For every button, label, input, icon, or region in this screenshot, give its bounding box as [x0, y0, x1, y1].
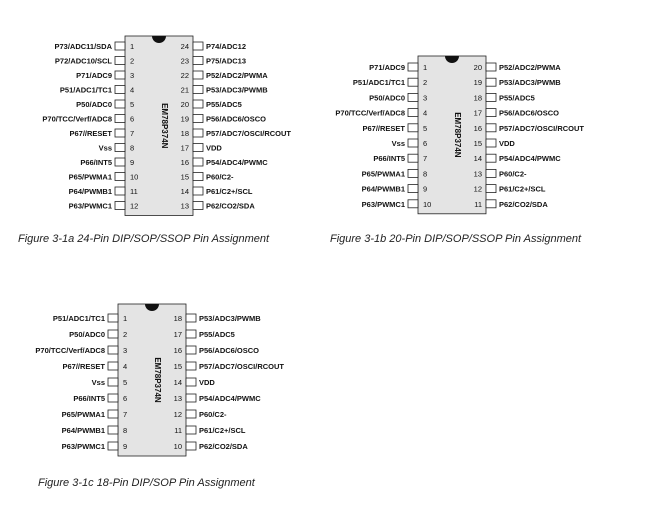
figure-caption: Figure 3-1b 20-Pin DIP/SOP/SSOP Pin Assignment [330, 233, 582, 245]
pin-pad-right [193, 173, 203, 181]
pin-pad-right [193, 129, 203, 137]
pin-number: 17 [180, 143, 189, 153]
pin-pad-left [408, 200, 418, 208]
pin-pad-right [486, 139, 496, 147]
pin-pad-right [193, 42, 203, 50]
pin-pad-right [486, 154, 496, 162]
pin-label: P70/TCC/Verf/ADC8 [335, 108, 405, 118]
pin-number: 23 [180, 56, 189, 66]
pin-label: P55/ADC5 [206, 100, 242, 109]
pin-pad-left [408, 154, 418, 162]
pin-label: P60/C2- [499, 169, 527, 179]
pin-pad-left [115, 86, 125, 94]
pin-pad-left [115, 144, 125, 152]
pin-label: P65/PWMA1 [61, 410, 105, 419]
pin-number: 16 [473, 123, 482, 133]
pin-pad-right [486, 169, 496, 177]
pin-pad-left [408, 93, 418, 101]
pin-label: P53/ADC3/PWMB [499, 78, 561, 88]
pin-label: P70/TCC/Verf/ADC8 [42, 114, 112, 124]
pin-label: P64/PWMB1 [68, 187, 112, 196]
pin-label: P67//RESET [62, 362, 105, 371]
pin-label: P60/C2- [206, 172, 234, 182]
pin-label: P71/ADC9 [369, 63, 405, 72]
pin-pad-right [186, 314, 196, 322]
pin-pad-right [193, 187, 203, 195]
pin-number: 11 [130, 187, 138, 196]
pin-number: 11 [474, 199, 482, 209]
pin-number: 16 [173, 346, 182, 355]
pin-label: P55/ADC5 [199, 330, 235, 339]
pin-label: P56/ADC6/OSCO [499, 108, 560, 118]
figure-caption: Figure 3-1c 18-Pin DIP/SOP Pin Assignment [38, 477, 255, 489]
pin-label: P67//RESET [362, 123, 405, 133]
pin-label: P64/PWMB1 [361, 184, 405, 194]
pin-label: P61/C2+/SCL [499, 184, 546, 194]
pin-label: P71/ADC9 [76, 71, 112, 80]
pin-pad-right [186, 394, 196, 402]
pin-pad-right [186, 426, 196, 434]
pin-pad-right [486, 185, 496, 193]
pin-number: 16 [180, 158, 189, 167]
pin-number: 20 [180, 100, 189, 109]
pin-number: 2 [130, 56, 135, 66]
pin-label: P54/ADC4/PWMC [499, 154, 561, 164]
pin-pad-right [186, 346, 196, 354]
pin-label: P56/ADC6/OSCO [206, 114, 267, 124]
pin-pad-right [486, 78, 496, 86]
pin-number: 13 [173, 394, 182, 403]
pin-label: P52/ADC2/PWMA [206, 71, 268, 80]
pin-number: 6 [423, 139, 428, 148]
pin-pad-right [486, 93, 496, 101]
pin-pad-left [115, 42, 125, 50]
pin-number: 9 [130, 158, 135, 167]
pin-number: 9 [423, 184, 428, 194]
pin-number: 1 [123, 314, 128, 323]
pin-pad-left [115, 202, 125, 210]
pin-pad-right [486, 109, 496, 117]
chip-label: EM78P374N [453, 112, 462, 158]
pin-pad-left [408, 78, 418, 86]
pin-label: VDD [499, 139, 515, 148]
pin-number: 5 [123, 378, 128, 387]
pin-pad-left [115, 100, 125, 108]
pin-number: 3 [130, 71, 135, 80]
pin-pad-left [408, 63, 418, 71]
pin-label: P62/CO2/SDA [499, 199, 548, 209]
pin-number: 18 [173, 314, 182, 323]
pin-number: 22 [180, 71, 189, 80]
pin-number: 20 [473, 63, 482, 72]
pin-number: 1 [130, 42, 135, 51]
chip-label: EM78P374N [160, 103, 169, 149]
pin-number: 6 [123, 394, 128, 403]
pin-number: 12 [473, 184, 482, 194]
pin-label: P51/ADC1/TC1 [352, 78, 405, 88]
pin-label: P57/ADC7/OSCI/RCOUT [206, 129, 292, 138]
pin-pad-left [115, 57, 125, 65]
pin-number: 19 [180, 114, 189, 124]
pin-label: P65/PWMA1 [361, 169, 405, 179]
figure-caption: Figure 3-1a 24-Pin DIP/SOP/SSOP Pin Assignment [18, 233, 270, 245]
pin-label: P63/PWMC1 [361, 199, 405, 209]
pin-number: 14 [180, 187, 189, 196]
pin-label: Vss [391, 139, 405, 148]
pin-number: 17 [473, 108, 482, 118]
pin-label: P66/INT5 [73, 394, 105, 403]
pin-number: 5 [423, 123, 428, 133]
pin-label: P56/ADC6/OSCO [199, 346, 260, 355]
pin-label: P63/PWMC1 [61, 442, 105, 451]
pin-number: 7 [123, 410, 128, 419]
pin-label: P55/ADC5 [499, 93, 535, 103]
pin-label: P62/CO2/SDA [199, 442, 248, 451]
pin-label: P51/ADC1/TC1 [59, 85, 112, 95]
pin-number: 19 [473, 78, 482, 88]
pin-pad-left [408, 169, 418, 177]
pin-pad-left [408, 124, 418, 132]
pin-diagram-18pin [35, 304, 284, 489]
pin-label: P53/ADC3/PWMB [199, 314, 261, 323]
pin-label: P51/ADC1/TC1 [52, 314, 105, 323]
pin-number: 9 [123, 442, 128, 451]
pin-pad-left [108, 362, 118, 370]
pin-number: 3 [423, 93, 428, 103]
pin-label: P57/ADC7/OSCI/RCOUT [499, 123, 585, 133]
pin-number: 8 [123, 426, 128, 435]
pin-pad-left [108, 378, 118, 386]
pin-pad-right [193, 57, 203, 65]
pin-pad-right [486, 200, 496, 208]
pin-label: P73/ADC11/SDA [54, 42, 112, 51]
pin-label: P50/ADC0 [69, 330, 105, 339]
pin-pad-right [486, 63, 496, 71]
pin-pad-right [186, 442, 196, 450]
pin-label: P72/ADC10/SCL [54, 56, 112, 66]
pin-label: P57/ADC7/OSCI/RCOUT [199, 362, 285, 371]
pin-label: P50/ADC0 [76, 100, 112, 109]
pin-number: 4 [423, 108, 428, 118]
pin-pad-right [186, 362, 196, 370]
pin-label: P63/PWMC1 [68, 201, 112, 211]
pin-label: P66/INT5 [373, 154, 405, 164]
pin-number: 3 [123, 346, 128, 355]
pin-number: 2 [123, 330, 128, 339]
pin-pad-left [408, 109, 418, 117]
pin-number: 24 [180, 42, 189, 51]
pin-pad-left [108, 394, 118, 402]
pin-number: 15 [473, 139, 482, 148]
pin-number: 18 [180, 129, 189, 138]
pin-number: 8 [423, 169, 428, 179]
pin-number: 17 [173, 330, 182, 339]
pin-pad-right [186, 410, 196, 418]
pin-pad-left [115, 115, 125, 123]
pin-pad-left [115, 129, 125, 137]
pin-number: 18 [473, 93, 482, 103]
pin-pad-right [193, 100, 203, 108]
pin-label: P61/C2+/SCL [199, 426, 246, 435]
pin-pad-right [193, 158, 203, 166]
pin-label: P74/ADC12 [206, 42, 247, 51]
pin-label: Vss [98, 143, 112, 153]
pin-pad-right [193, 144, 203, 152]
pin-label: P52/ADC2/PWMA [499, 63, 561, 72]
pin-label: P75/ADC13 [206, 56, 247, 66]
pin-pad-right [186, 330, 196, 338]
pin-number: 13 [180, 201, 189, 211]
pin-number: 12 [130, 201, 139, 211]
pin-number: 4 [130, 85, 135, 95]
pin-number: 10 [130, 172, 139, 182]
pin-label: VDD [206, 143, 222, 153]
pin-label: P64/PWMB1 [61, 426, 105, 435]
pin-number: 15 [173, 362, 182, 371]
pin-diagram-24pin [18, 36, 291, 245]
pin-pad-right [193, 71, 203, 79]
pin-label: P66/INT5 [80, 158, 112, 167]
pin-label: P54/ADC4/PWMC [206, 158, 268, 167]
pin-pad-left [115, 187, 125, 195]
pin-number: 5 [130, 100, 135, 109]
pin-number: 7 [130, 129, 135, 138]
pin-number: 11 [174, 426, 182, 435]
pin-pad-left [108, 410, 118, 418]
pin-label: P60/C2- [199, 410, 227, 419]
pin-number: 6 [130, 114, 135, 124]
pin-label: P65/PWMA1 [68, 172, 112, 182]
pin-label: VDD [199, 378, 215, 387]
pin-pad-left [115, 71, 125, 79]
pin-number: 14 [173, 378, 182, 387]
pin-number: 1 [423, 63, 428, 72]
pin-pad-right [193, 115, 203, 123]
pin-pad-right [186, 378, 196, 386]
pin-label: P61/C2+/SCL [206, 187, 253, 196]
pin-number: 15 [180, 172, 189, 182]
pin-number: 2 [423, 78, 428, 88]
pin-pad-left [408, 185, 418, 193]
pin-pad-left [108, 330, 118, 338]
pin-pad-left [115, 158, 125, 166]
chip-label: EM78P374N [153, 357, 162, 403]
pin-diagram-20pin [330, 56, 584, 245]
pin-pad-left [408, 139, 418, 147]
pin-label: P62/CO2/SDA [206, 201, 255, 211]
pin-pad-right [486, 124, 496, 132]
pin-number: 7 [423, 154, 428, 164]
pin-pad-right [193, 86, 203, 94]
pin-label: P70/TCC/Verf/ADC8 [35, 346, 105, 355]
pin-number: 13 [473, 169, 482, 179]
pin-pad-left [108, 346, 118, 354]
pin-pad-left [108, 442, 118, 450]
pin-label: Vss [91, 378, 105, 387]
pin-number: 8 [130, 143, 135, 153]
pin-pad-left [115, 173, 125, 181]
pin-pad-left [108, 426, 118, 434]
pin-label: P53/ADC3/PWMB [206, 85, 268, 95]
pin-label: P67//RESET [69, 129, 112, 138]
pin-pad-right [193, 202, 203, 210]
pin-label: P54/ADC4/PWMC [199, 394, 261, 403]
pin-number: 21 [180, 85, 189, 95]
pin-number: 4 [123, 362, 128, 371]
pin-pad-left [108, 314, 118, 322]
pin-number: 10 [173, 442, 182, 451]
pin-number: 14 [473, 154, 482, 164]
pin-number: 12 [173, 410, 182, 419]
pin-number: 10 [423, 199, 432, 209]
pin-label: P50/ADC0 [369, 93, 405, 103]
